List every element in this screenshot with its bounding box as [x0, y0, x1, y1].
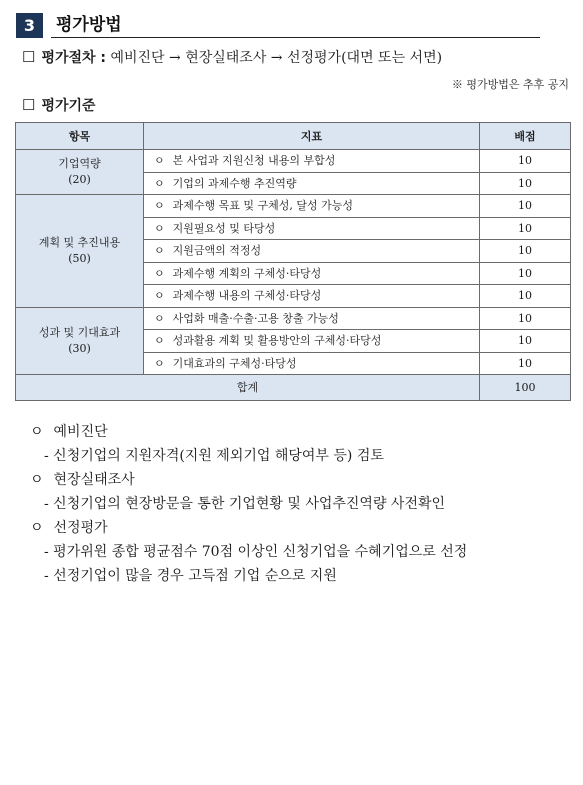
category-name: 성과 및 기대효과	[38, 325, 121, 339]
indicator-text: 지원필요성 및 타당성	[172, 221, 276, 235]
indicator-text: 성과활용 계획 및 활용방안의 구체성·타당성	[172, 334, 382, 348]
detail-subitem: - 평가위원 종합 평균점수 70점 이상인 신청기업을 수혜기업으로 선정	[44, 544, 468, 560]
table-row	[16, 307, 571, 330]
bullet-icon: ㅇ	[154, 176, 165, 190]
score-cell: 10	[480, 307, 571, 330]
score-cell: 10	[480, 285, 571, 308]
score-cell: 10	[480, 330, 571, 353]
detail-title: 선정평가	[53, 520, 108, 536]
details-list	[30, 420, 467, 588]
indicator-cell	[144, 330, 480, 353]
checkbox-icon: ☐	[22, 96, 36, 114]
bullet-icon: ㅇ	[30, 472, 44, 488]
bullet-icon: ㅇ	[154, 334, 165, 348]
category-points: (30)	[68, 341, 91, 355]
indicator-text: 기업의 과제수행 추진역량	[172, 176, 297, 190]
indicator-cell	[144, 307, 480, 330]
indicator-cell	[144, 240, 480, 263]
indicator-cell	[144, 285, 480, 308]
checkbox-icon: ☐	[22, 48, 36, 66]
indicator-text: 과제수행 계획의 구체성·타당성	[172, 266, 322, 280]
total-score: 100	[480, 375, 571, 401]
bullet-icon: ㅇ	[30, 520, 44, 536]
detail-title: 현장실태조사	[53, 472, 135, 488]
category-cell	[16, 307, 144, 375]
total-row	[16, 375, 571, 401]
header-item: 항목	[16, 123, 144, 150]
indicator-cell	[144, 150, 480, 173]
table-row	[16, 195, 571, 218]
section-title: 평가방법	[56, 15, 122, 35]
indicator-cell	[144, 352, 480, 375]
bullet-icon: ㅇ	[154, 154, 165, 168]
category-points: (50)	[68, 251, 91, 265]
bullet-icon: ㅇ	[30, 424, 44, 440]
bullet-icon: ㅇ	[154, 266, 165, 280]
score-cell: 10	[480, 240, 571, 263]
criteria-table	[15, 122, 571, 401]
header-indicator: 지표	[144, 123, 480, 150]
table-header-row	[16, 123, 571, 150]
indicator-text: 과제수행 목표 및 구체성, 달성 가능성	[172, 199, 354, 213]
section-number-badge: 3	[16, 13, 43, 38]
score-cell: 10	[480, 352, 571, 375]
score-cell: 10	[480, 172, 571, 195]
score-cell: 10	[480, 217, 571, 240]
detail-item	[30, 468, 467, 492]
detail-subitem: - 선정기업이 많을 경우 고득점 기업 순으로 지원	[44, 568, 337, 584]
bullet-icon: ㅇ	[154, 356, 165, 370]
indicator-text: 지원금액의 적정성	[172, 244, 262, 258]
criteria-heading	[22, 95, 96, 115]
header-score: 배점	[480, 123, 571, 150]
category-cell	[16, 195, 144, 308]
procedure-label: 평가절차 :	[41, 50, 107, 66]
score-cell: 10	[480, 195, 571, 218]
category-points: (20)	[68, 173, 91, 186]
note-text: ※ 평가방법은 추후 공지	[451, 78, 569, 91]
section-rule	[51, 37, 540, 38]
bullet-icon: ㅇ	[154, 311, 165, 325]
category-cell	[16, 150, 144, 195]
bullet-icon: ㅇ	[154, 244, 165, 258]
indicator-text: 기대효과의 구체성·타당성	[172, 356, 297, 370]
bullet-icon: ㅇ	[154, 199, 165, 213]
criteria-label: 평가기준	[41, 98, 96, 114]
score-cell: 10	[480, 262, 571, 285]
indicator-cell	[144, 172, 480, 195]
detail-subitem: - 신청기업의 지원자격(지원 제외기업 해당여부 등) 검토	[44, 448, 384, 464]
indicator-cell	[144, 195, 480, 218]
bullet-icon: ㅇ	[154, 289, 165, 303]
detail-item	[30, 420, 467, 444]
indicator-cell	[144, 217, 480, 240]
table-row	[16, 150, 571, 173]
section-header	[16, 13, 540, 38]
indicator-text: 본 사업과 지원신청 내용의 부합성	[172, 154, 336, 168]
total-label: 합계	[16, 375, 480, 401]
detail-subitem: - 신청기업의 현장방문을 통한 기업현황 및 사업추진역량 사전확인	[44, 496, 446, 512]
category-name: 계획 및 추진내용	[38, 235, 121, 249]
indicator-text: 과제수행 내용의 구체성·타당성	[172, 289, 322, 303]
score-cell: 10	[480, 150, 571, 173]
detail-item	[30, 516, 467, 540]
procedure-line	[22, 47, 442, 67]
indicator-cell	[144, 262, 480, 285]
procedure-text: 예비진단 → 현장실태조사 → 선정평가(대면 또는 서면)	[110, 50, 443, 66]
detail-title: 예비진단	[53, 424, 108, 440]
category-name: 기업역량	[58, 157, 101, 170]
bullet-icon: ㅇ	[154, 221, 165, 235]
indicator-text: 사업화 매출·수출·고용 창출 가능성	[172, 311, 339, 325]
